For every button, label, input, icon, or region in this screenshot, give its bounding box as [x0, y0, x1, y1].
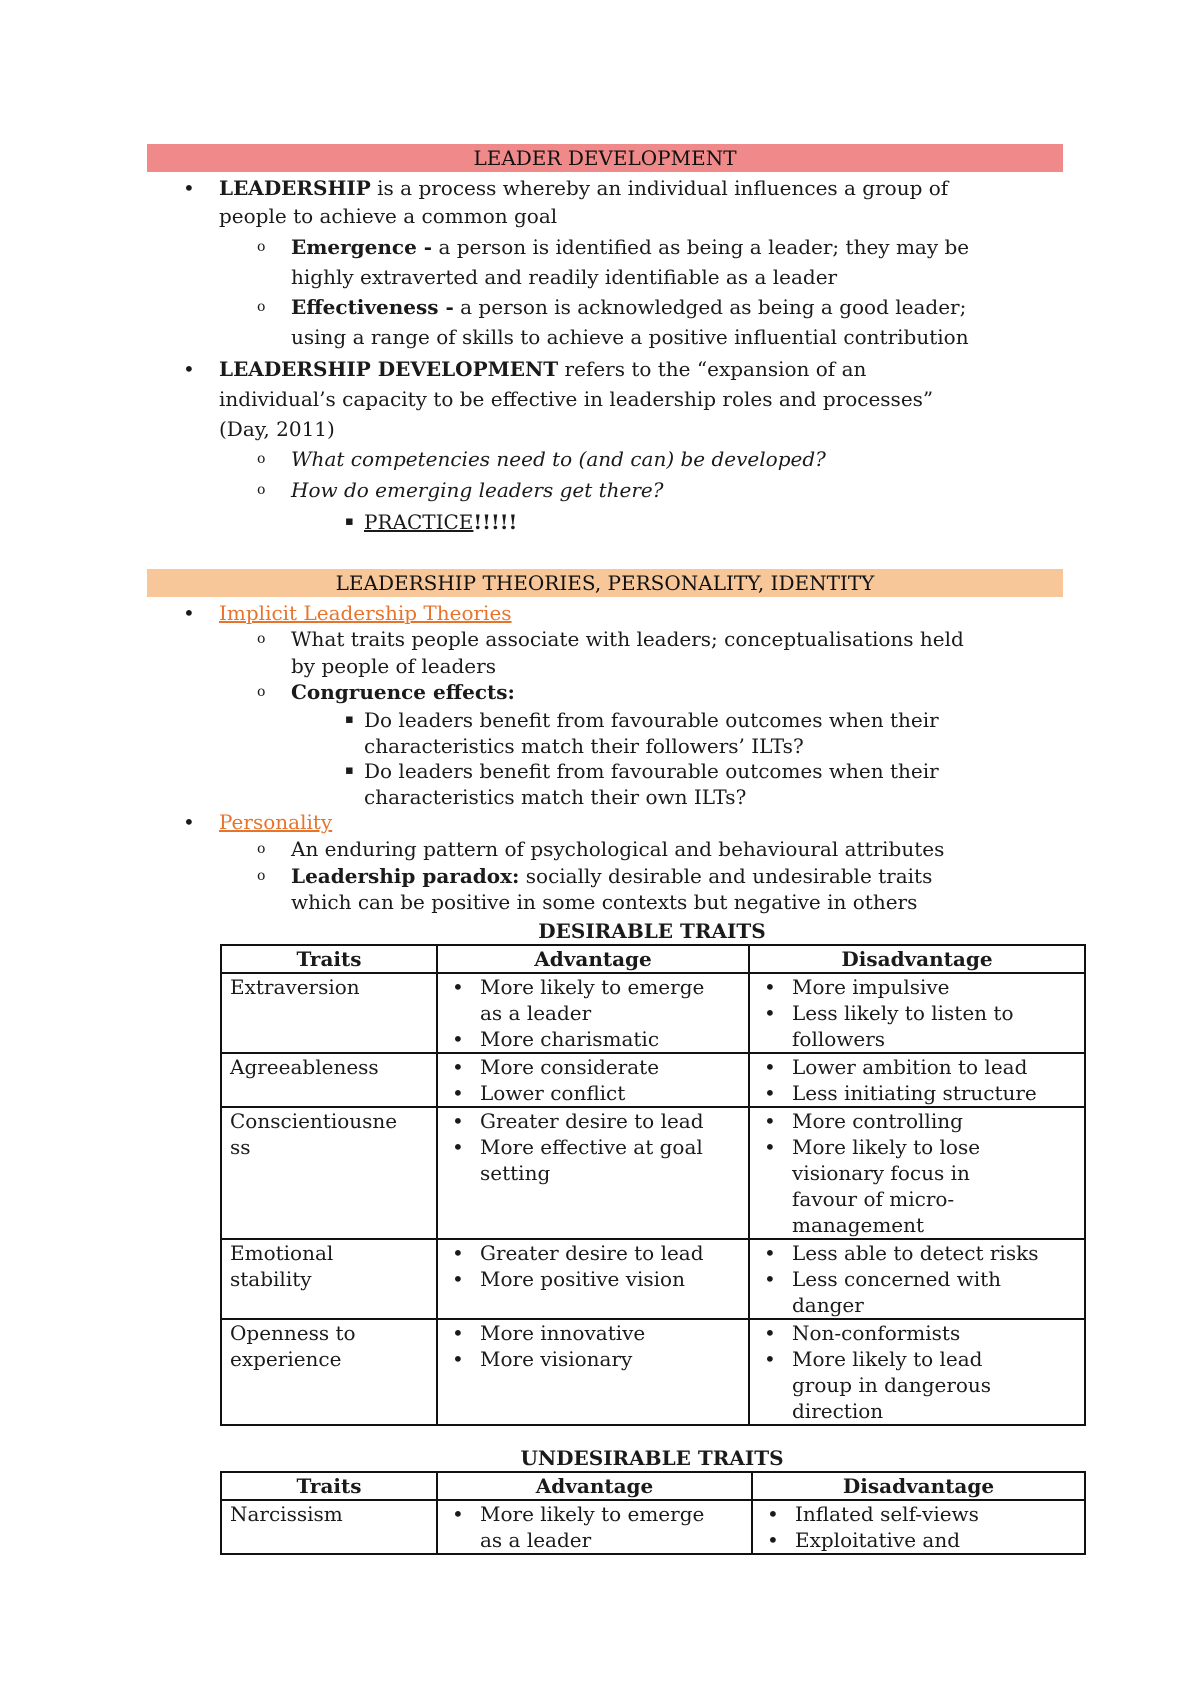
list-item — [758, 1266, 1076, 1318]
list-item — [446, 1054, 740, 1080]
list-item — [758, 1054, 1076, 1080]
list-item — [758, 1346, 1076, 1424]
disadvantage-cell — [749, 1319, 1085, 1425]
bullet-list — [761, 1501, 1076, 1553]
cell-text-line: • More impulsive — [792, 975, 950, 999]
cell-text-line: Conscientiousne — [230, 1109, 398, 1133]
list-item — [446, 1134, 740, 1186]
list-item — [446, 1266, 740, 1292]
cell-text-line: Openness to — [230, 1321, 356, 1345]
question-competencies: What competencies need to (and can) be developed? — [291, 447, 826, 471]
leadership-development-line-1: LEADERSHIP DEVELOPMENT refers to the “expansion of an — [219, 357, 867, 381]
bullet-list — [758, 1320, 1076, 1424]
header-disadvantage: Disadvantage — [752, 1472, 1085, 1500]
cell-text-line: • More likely to emerge — [480, 975, 705, 999]
disadvantage-cell — [749, 973, 1085, 1053]
desirable-traits-table — [220, 944, 1086, 1426]
cell-text-line: • Greater desire to lead — [480, 1109, 704, 1133]
trait-cell — [221, 1053, 437, 1107]
list-item — [761, 1501, 1076, 1527]
effectiveness-line-2: using a range of skills to achieve a positive influential contribution — [291, 325, 969, 349]
cell-text-line: • Less able to detect risks — [792, 1241, 1039, 1265]
list-item — [758, 1000, 1076, 1052]
cell-text-line: • Less likely to listen to — [792, 1001, 1014, 1025]
cell-text-line: • More likely to emerge — [480, 1502, 705, 1526]
bullet-list — [758, 974, 1076, 1052]
bullet-list — [446, 1054, 740, 1106]
question-emerging-leaders: How do emerging leaders get there? — [291, 478, 664, 502]
square-bullet-icon: ▪ — [345, 712, 354, 727]
cell-text-line: Agreeableness — [230, 1055, 379, 1079]
cell-text-line: • More likely to lead — [792, 1347, 983, 1371]
trait-cell — [221, 973, 437, 1053]
advantage-cell — [437, 1239, 749, 1319]
advantage-cell — [437, 1500, 752, 1554]
cell-text-line: • More likely to lose — [792, 1135, 981, 1159]
emergence-line-1: Emergence - a person is identified as being a leader; they may be — [291, 235, 970, 259]
congruence-effects-heading: Congruence effects: — [291, 680, 515, 704]
section-header-leader-development: LEADER DEVELOPMENT — [147, 144, 1063, 172]
cell-text-line: danger — [792, 1293, 864, 1317]
disadvantage-cell — [752, 1500, 1085, 1554]
cell-text-line: favour of micro- — [792, 1187, 955, 1211]
leadership-paradox-line-2: which can be positive in some contexts but negative in others — [291, 890, 918, 914]
cell-text-line: • Greater desire to lead — [480, 1241, 704, 1265]
cell-text-line: • More effective at goal — [480, 1135, 703, 1159]
bullet-list — [446, 1320, 740, 1372]
cell-text-line: ss — [230, 1135, 251, 1159]
list-item — [446, 974, 740, 1026]
personality-heading: Personality — [219, 810, 333, 834]
congruence-question-2-line-2: characteristics match their own ILTs? — [364, 785, 747, 809]
list-item — [758, 1108, 1076, 1134]
list-item — [446, 1108, 740, 1134]
cell-text-line: • More visionary — [480, 1347, 633, 1371]
advantage-cell — [437, 1319, 749, 1425]
header-advantage: Advantage — [437, 1472, 752, 1500]
table-header-row — [221, 1472, 1085, 1500]
sub-bullet-icon: o — [257, 482, 266, 498]
bullet-icon: • — [183, 357, 195, 381]
bullet-icon: • — [183, 176, 195, 200]
section-header-theories: LEADERSHIP THEORIES, PERSONALITY, IDENTITY — [147, 569, 1063, 597]
cell-text-line: • More charismatic — [480, 1027, 660, 1051]
list-item — [758, 1080, 1076, 1106]
sub-bullet-icon: o — [257, 841, 266, 857]
list-item — [758, 1134, 1076, 1238]
bullet-icon: • — [183, 601, 195, 625]
list-item — [446, 1080, 740, 1106]
sub-bullet-icon: o — [257, 299, 266, 315]
cell-text-line: • More positive vision — [480, 1267, 685, 1291]
sub-bullet-icon: o — [257, 684, 266, 700]
ilt-definition-line-1: What traits people associate with leaders; conceptualisations held — [291, 627, 964, 651]
cell-text-line: Extraversion — [230, 975, 360, 999]
cell-text-line: • More innovative — [480, 1321, 646, 1345]
cell-text-line: • Non-conformists — [792, 1321, 961, 1345]
list-item — [758, 1240, 1076, 1266]
trait-cell — [221, 1239, 437, 1319]
cell-text-line: • More considerate — [480, 1055, 660, 1079]
implicit-leadership-theories-heading: Implicit Leadership Theories — [219, 601, 512, 625]
cell-text-line: management — [792, 1213, 925, 1237]
cell-text-line: • Less initiating structure — [792, 1081, 1037, 1105]
bullet-list — [446, 974, 740, 1052]
sub-bullet-icon: o — [257, 451, 266, 467]
header-disadvantage: Disadvantage — [749, 945, 1085, 973]
sub-bullet-icon: o — [257, 239, 266, 255]
table-row — [221, 1107, 1085, 1239]
disadvantage-cell — [749, 1053, 1085, 1107]
table-row — [221, 1053, 1085, 1107]
practice-line: PRACTICE!!!!! — [364, 510, 518, 534]
disadvantage-cell — [749, 1239, 1085, 1319]
list-item — [758, 1320, 1076, 1346]
header-traits: Traits — [221, 945, 437, 973]
leadership-development-line-3: (Day, 2011) — [219, 417, 335, 441]
desirable-traits-caption: DESIRABLE TRAITS — [538, 919, 766, 943]
cell-text-line: visionary focus in — [792, 1161, 970, 1185]
header-advantage: Advantage — [437, 945, 749, 973]
table-row — [221, 1319, 1085, 1425]
trait-cell — [221, 1319, 437, 1425]
trait-cell — [221, 1500, 437, 1554]
trait-cell — [221, 1107, 437, 1239]
cell-text-line: • Less concerned with — [792, 1267, 1002, 1291]
cell-text-line: setting — [480, 1161, 551, 1185]
cell-text-line: • More controlling — [792, 1109, 963, 1133]
leadership-definition-line-1: LEADERSHIP is a process whereby an individual influences a group of — [219, 176, 949, 200]
effectiveness-line-1: Effectiveness - a person is acknowledged as being a good leader; — [291, 295, 967, 319]
advantage-cell — [437, 1107, 749, 1239]
cell-text-line: • Inflated self-views — [795, 1502, 979, 1526]
bullet-list — [446, 1108, 740, 1186]
ilt-definition-line-2: by people of leaders — [291, 654, 496, 678]
table-row — [221, 1500, 1085, 1554]
list-item — [446, 1346, 740, 1372]
list-item — [446, 1240, 740, 1266]
bullet-list — [758, 1240, 1076, 1318]
square-bullet-icon: ▪ — [345, 763, 354, 778]
undesirable-traits-caption: UNDESIRABLE TRAITS — [520, 1446, 784, 1470]
congruence-question-1-line-2: characteristics match their followers’ ILTs? — [364, 734, 804, 758]
table-row — [221, 973, 1085, 1053]
square-bullet-icon: ▪ — [345, 514, 354, 529]
header-traits: Traits — [221, 1472, 437, 1500]
list-item — [446, 1026, 740, 1052]
bullet-icon: • — [183, 810, 195, 834]
cell-text-line: stability — [230, 1267, 312, 1291]
emergence-line-2: highly extraverted and readily identifiable as a leader — [291, 265, 838, 289]
table-header-row — [221, 945, 1085, 973]
undesirable-traits-table — [220, 1471, 1086, 1555]
cell-text-line: Emotional — [230, 1241, 334, 1265]
bullet-list — [758, 1108, 1076, 1238]
cell-text-line: experience — [230, 1347, 342, 1371]
list-item — [446, 1320, 740, 1346]
sub-bullet-icon: o — [257, 631, 266, 647]
leadership-definition-line-2: people to achieve a common goal — [219, 204, 558, 228]
cell-text-line: • Lower ambition to lead — [792, 1055, 1028, 1079]
cell-text-line: Narcissism — [230, 1502, 343, 1526]
personality-definition: An enduring pattern of psychological and behavioural attributes — [291, 837, 945, 861]
cell-text-line: as a leader — [480, 1528, 592, 1552]
table-row — [221, 1239, 1085, 1319]
congruence-question-2-line-1: Do leaders benefit from favourable outcomes when their — [364, 759, 939, 783]
list-item — [761, 1527, 1076, 1553]
leadership-development-line-2: individual’s capacity to be effective in leadership roles and processes” — [219, 387, 934, 411]
leadership-term: LEADERSHIP — [219, 176, 371, 200]
leadership-paradox-line-1: Leadership paradox: socially desirable and undesirable traits — [291, 864, 933, 888]
cell-text-line: followers — [792, 1027, 886, 1051]
cell-text-line: group in dangerous — [792, 1373, 992, 1397]
cell-text-line: • Lower conflict — [480, 1081, 626, 1105]
advantage-cell — [437, 973, 749, 1053]
list-item — [758, 974, 1076, 1000]
cell-text-line: direction — [792, 1399, 884, 1423]
cell-text-line: • Exploitative and — [795, 1528, 961, 1552]
bullet-list — [446, 1501, 743, 1553]
disadvantage-cell — [749, 1107, 1085, 1239]
congruence-question-1-line-1: Do leaders benefit from favourable outcomes when their — [364, 708, 939, 732]
advantage-cell — [437, 1053, 749, 1107]
bullet-list — [758, 1054, 1076, 1106]
list-item — [446, 1501, 743, 1553]
bullet-list — [446, 1240, 740, 1292]
sub-bullet-icon: o — [257, 868, 266, 884]
cell-text-line: as a leader — [480, 1001, 592, 1025]
